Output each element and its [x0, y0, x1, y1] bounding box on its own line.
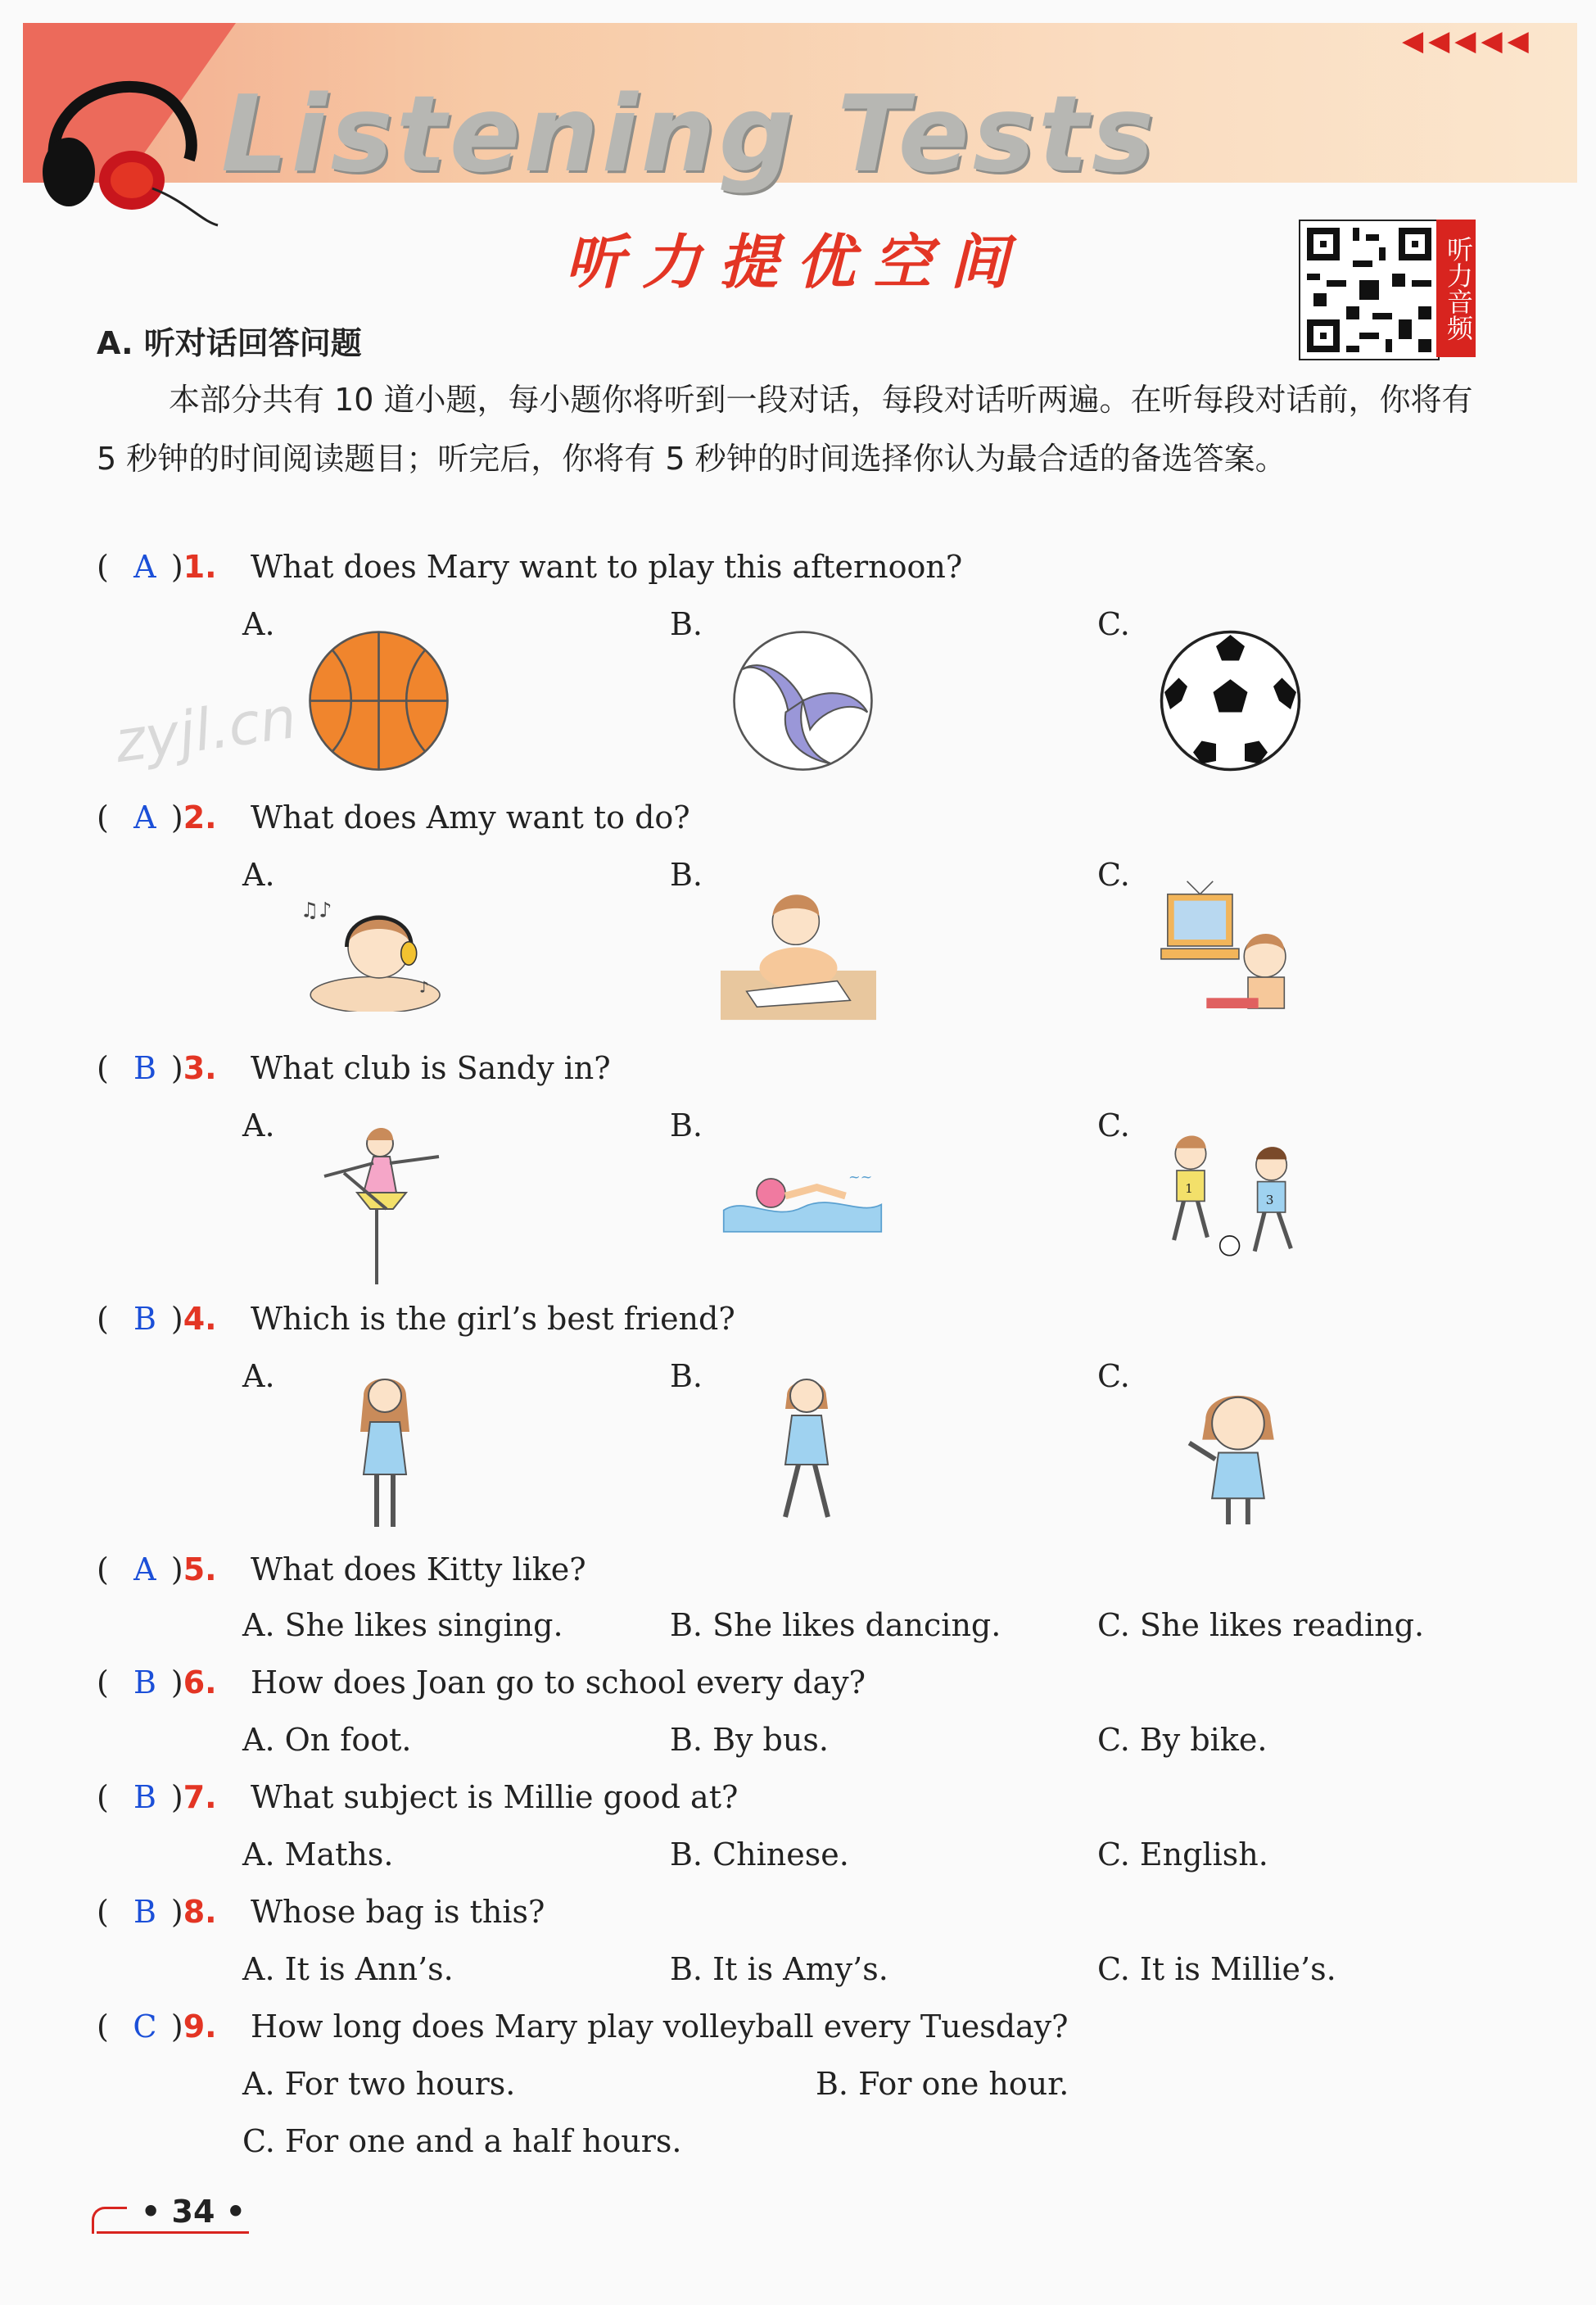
question-7: ( B )7. What subject is Millie good at? — [97, 1779, 739, 1815]
question-text: What subject is Millie good at? — [251, 1779, 739, 1815]
question-number: 5. — [183, 1551, 217, 1587]
question-3: ( B )3. What club is Sandy in? — [97, 1050, 611, 1086]
girl-listening-music-icon[interactable] — [295, 889, 450, 1012]
option-a[interactable]: A. She likes singing. — [242, 1607, 563, 1643]
question-4: ( B )4. Which is the girl’s best friend? — [97, 1301, 735, 1337]
question-text: What does Mary want to play this afternoon? — [251, 549, 963, 585]
option-label[interactable]: C. — [1097, 1107, 1130, 1143]
answer-6[interactable]: B — [133, 1664, 156, 1700]
watermark: zyjl.cn — [111, 683, 301, 777]
question-5: ( A )5. What does Kitty like? — [97, 1551, 586, 1587]
football-icon[interactable] — [1159, 629, 1302, 772]
option-c[interactable]: C. English. — [1097, 1836, 1268, 1873]
option-b[interactable]: B. It is Amy’s. — [670, 1951, 888, 1987]
question-number: 9. — [183, 2008, 217, 2045]
answer-4[interactable]: B — [133, 1301, 156, 1337]
section-instructions: 本部分共有 10 道小题，每小题你将听到一段对话，每段对话听两遍。在听每段对话前，你将有 5 秒钟的时间阅读题目；听完后，你将有 5 秒钟的时间选择你认为最合适的备选答案。 — [97, 382, 1473, 477]
question-1: ( A )1. What does Mary want to play this afternoon? — [97, 549, 963, 585]
qr-code-icon[interactable] — [1299, 220, 1440, 360]
answer-3[interactable]: B — [133, 1050, 156, 1086]
question-text: Which is the girl’s best friend? — [251, 1301, 735, 1337]
svg-text:♪: ♪ — [418, 978, 429, 997]
option-label[interactable]: A. — [242, 1107, 275, 1143]
question-text: Whose bag is this? — [251, 1894, 545, 1930]
option-c[interactable]: C. It is Millie’s. — [1097, 1951, 1336, 1987]
option-a[interactable]: A. Maths. — [242, 1836, 394, 1873]
question-6: ( B )6. How does Joan go to school every day? — [97, 1664, 866, 1700]
question-text: What does Kitty like? — [251, 1551, 586, 1587]
girl-writing-icon[interactable] — [721, 875, 876, 1022]
option-label[interactable]: C. — [1097, 606, 1130, 642]
question-number: 8. — [183, 1894, 217, 1930]
svg-text:♫♪: ♫♪ — [300, 898, 332, 922]
question-text: How long does Mary play volleyball every Tuesday? — [251, 2008, 1069, 2045]
option-a[interactable]: A. It is Ann’s. — [242, 1951, 454, 1987]
question-number: 4. — [183, 1301, 217, 1337]
basketball-icon[interactable] — [307, 629, 450, 772]
headphones-icon — [29, 57, 226, 229]
question-2: ( A )2. What does Amy want to do? — [97, 799, 690, 836]
banner-title: Listening Tests — [221, 74, 1158, 196]
question-text: What club is Sandy in? — [251, 1050, 611, 1086]
answer-9[interactable]: C — [133, 2008, 157, 2045]
kids-playing-football-icon[interactable] — [1146, 1129, 1318, 1268]
girl-short-hair-icon[interactable] — [766, 1373, 848, 1528]
answer-7[interactable]: B — [133, 1779, 156, 1815]
page-number: • 34 • — [141, 2194, 246, 2230]
option-label[interactable]: C. — [1097, 1358, 1130, 1394]
question-number: 7. — [183, 1779, 217, 1815]
question-number: 3. — [183, 1050, 217, 1086]
option-b[interactable]: B. Chinese. — [670, 1836, 849, 1873]
tall-girl-long-hair-icon[interactable] — [344, 1373, 426, 1537]
ballet-dancer-icon[interactable] — [311, 1124, 442, 1288]
option-label[interactable]: A. — [242, 857, 275, 893]
page-subtitle: 听力提优空间 — [565, 228, 1028, 297]
question-text: What does Amy want to do? — [251, 799, 690, 836]
option-a[interactable]: A. On foot. — [242, 1722, 412, 1758]
question-text: How does Joan go to school every day? — [251, 1664, 866, 1700]
option-b[interactable]: B. By bus. — [670, 1722, 829, 1758]
question-number: 1. — [183, 549, 217, 585]
question-9: ( C )9. How long does Mary play volleyball every Tuesday? — [97, 2008, 1069, 2045]
option-label[interactable]: A. — [242, 1358, 275, 1394]
option-label[interactable]: C. — [1097, 857, 1130, 893]
answer-5[interactable]: A — [133, 1551, 156, 1587]
svg-text:~~: ~~ — [848, 1169, 873, 1186]
option-label[interactable]: A. — [242, 606, 275, 642]
option-label[interactable]: B. — [670, 606, 703, 642]
option-c[interactable]: C. By bike. — [1097, 1722, 1268, 1758]
option-label[interactable]: B. — [670, 1107, 703, 1143]
option-label[interactable]: B. — [670, 1358, 703, 1394]
svg-text:3: 3 — [1265, 1192, 1274, 1207]
option-a[interactable]: A. For two hours. — [242, 2066, 516, 2102]
page-number-decoration — [92, 2207, 127, 2234]
volleyball-icon[interactable] — [731, 629, 875, 772]
question-8: ( B )8. Whose bag is this? — [97, 1894, 545, 1930]
swimmer-icon[interactable] — [717, 1151, 888, 1241]
question-number: 2. — [183, 799, 217, 836]
option-label[interactable]: B. — [670, 857, 703, 893]
page-number-underline — [97, 2231, 249, 2234]
option-b[interactable]: B. She likes dancing. — [670, 1607, 1001, 1643]
short-girl-waving-icon[interactable] — [1179, 1384, 1286, 1528]
girl-watching-tv-icon[interactable] — [1155, 868, 1310, 1024]
option-c[interactable]: C. She likes reading. — [1097, 1607, 1425, 1643]
answer-8[interactable]: B — [133, 1894, 156, 1930]
qr-label: 听力音频 — [1436, 220, 1476, 357]
answer-2[interactable]: A — [133, 799, 156, 836]
answer-1[interactable]: A — [133, 549, 156, 585]
section-title: A. 听对话回答问题 — [97, 325, 362, 361]
option-c[interactable]: C. For one and a half hours. — [242, 2123, 682, 2159]
svg-text:1: 1 — [1185, 1181, 1193, 1197]
question-number: 6. — [183, 1664, 217, 1700]
decorative-arrows: ◀◀◀◀◀ — [1402, 25, 1534, 57]
option-b[interactable]: B. For one hour. — [816, 2066, 1069, 2102]
